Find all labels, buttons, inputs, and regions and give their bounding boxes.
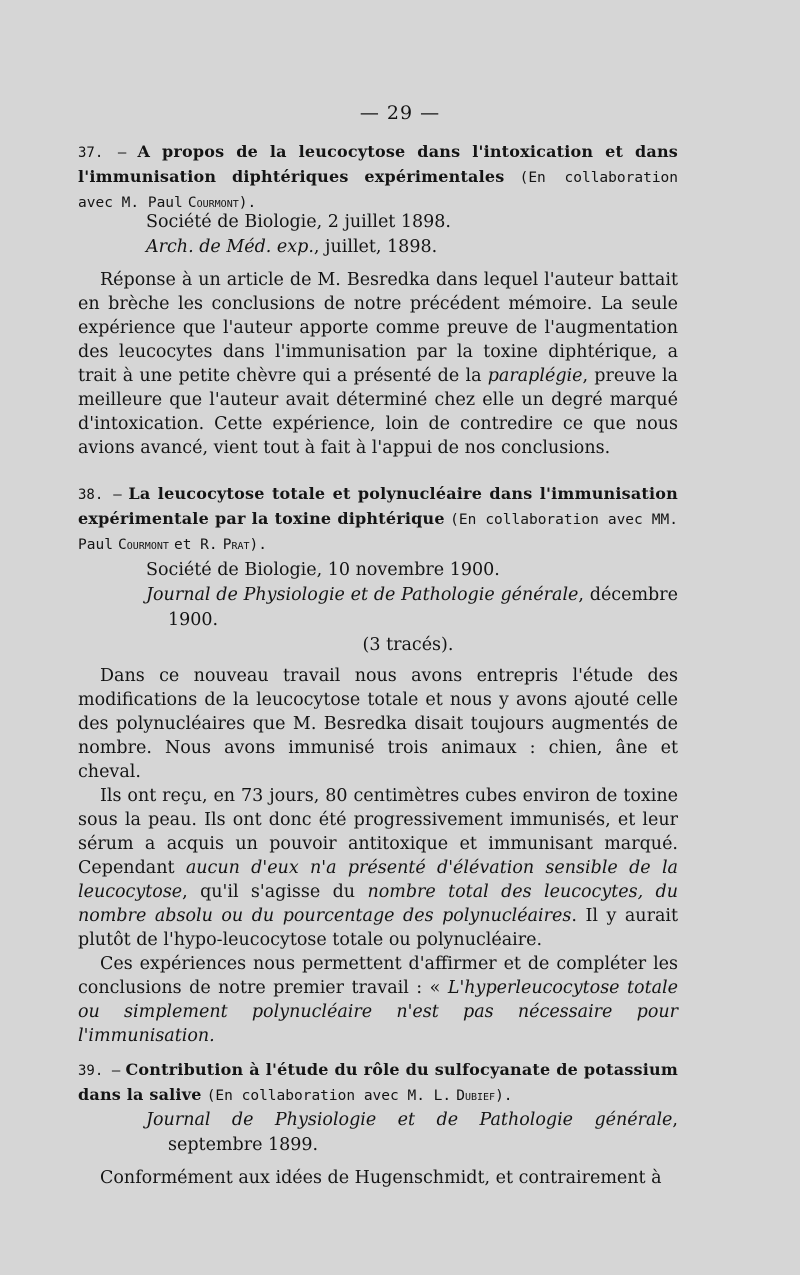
entry-38-paragraph-3 [78, 952, 678, 1048]
entry-39-heading [78, 1058, 678, 1108]
entry-38-collab-end: ). [249, 537, 267, 553]
entry-38-ref-3: (3 tracés). [362, 635, 454, 655]
entry-38-paragraph-2 [78, 784, 678, 952]
entry-38-p2-a: Ils ont reçu, en 73 jours, 80 centimètres cubes environ de toxine sous la peau. Ils ont donc été progressivement immunisés, et leur sérum a acquis un pouvoir antitoxique et immunisant marqué. Cependant [78, 786, 678, 878]
entry-38-p2-italic-2: nombre total des leucocytes, du nombre absolu ou du pourcentage des polynucléaires [78, 882, 678, 926]
entry-37-title: A propos de la leucocytose dans l'intoxication et dans l'immunisation diphtériques expérimentales [78, 142, 678, 186]
entry-37-collab-name: Courmont [187, 195, 239, 211]
entry-38-ref-2-date: , décembre 1900. [168, 585, 678, 630]
entry-37-ref-2-journal: Arch. de Méd. exp. [146, 237, 314, 257]
entry-37-ref-2 [78, 235, 678, 260]
entry-39-ref [78, 1108, 678, 1158]
entry-38-collab-mid: et R. [173, 537, 218, 553]
page-number: — 29 — [359, 102, 441, 124]
entry-37-summary-a: Réponse à un article de M. Besredka dans lequel l'auteur battait en brèche les conclusions de notre précédent mémoire. La seule expérience que l'auteur apporte comme preuve de l'augmentation des leucocytes dans l'immunisation par la toxine diphtérique, a trait à une petite chèvre qui a présenté de la [78, 270, 678, 386]
entry-38-ref-1: Société de Biologie, 10 novembre 1900. [146, 560, 500, 580]
entry-38-body [78, 664, 678, 1048]
entry-38-p2-italic-1: aucun d'eux n'a présenté d'élévation sensible de la leucocytose [78, 858, 678, 902]
entry-39-number: 39. — [78, 1063, 121, 1079]
entry-39-ref-journal: Journal de Physiologie et de Pathologie générale [146, 1110, 673, 1130]
entry-39-title: Contribution à l'étude du rôle du sulfocyanate de potassium dans la salive [78, 1060, 678, 1104]
entry-39-collab-end: ). [495, 1088, 513, 1104]
entry-37-number: 37. — [78, 145, 127, 161]
entry-38-heading [78, 482, 678, 557]
entry-39-collab-name: Dubief [456, 1088, 496, 1104]
entry-39-references [78, 1108, 678, 1158]
entry-38-p2-b: , qu'il s'agisse du [182, 882, 356, 902]
entry-37-summary-b: , preuve la meilleure que l'auteur avait déterminé chez elle un degré marqué d'intoxication. Cette expérience, loin de contredire ce que nous avions avancé, vient tout à fait à l'appui de nos conclusions. [78, 366, 678, 458]
entry-38-number: 38. — [78, 487, 122, 503]
entry-38-paragraph-1: Dans ce nouveau travail nous avons entrepris l'étude des modifications de la leucocytose totale et nous y avons ajouté celle des polynucléaires que M. Besredka disait toujours augmentés de nombre. Nous avons immunisé trois animaux : chien, âne et cheval. [78, 666, 678, 782]
entry-39-collab: (En collaboration avec M. L. [206, 1088, 452, 1104]
entry-37-summary-italic: paraplégie [487, 366, 583, 386]
entry-38-collab-name-2: Prat [222, 537, 250, 553]
entry-38-p3-a: Ces expériences nous permettent d'affirmer et de compléter les conclusions de notre premier travail : « [78, 954, 678, 998]
entry-37-heading [78, 140, 678, 215]
entry-38-p2-c: . Il y aurait plutôt de l'hypo-leucocytose totale ou polynucléaire. [78, 906, 679, 950]
entry-39-ref-date: , septembre 1899. [168, 1110, 678, 1155]
entry-38-collab: (En collaboration avec MM. Paul [78, 512, 678, 553]
entry-37-ref-2-date: , juillet, 1898. [313, 237, 438, 257]
entry-37-collab: (En collaboration avec M. Paul [78, 170, 679, 211]
entry-39-body [78, 1166, 678, 1190]
entry-38-ref-2-journal: Journal de Physiologie et de Pathologie générale [146, 585, 579, 605]
entry-38-collab-name-1: Courmont [118, 537, 169, 553]
entry-37-ref-1: Société de Biologie, 2 juillet 1898. [146, 212, 451, 232]
entry-39-paragraph-1: Conformément aux idées de Hugenschmidt, et contrairement à [100, 1168, 662, 1188]
entry-38-title: La leucocytose totale et polynucléaire dans l'immunisation expérimentale par la toxine diphtérique [78, 484, 678, 528]
entry-37-summary-text [78, 268, 678, 460]
entry-37-collab-end: ). [238, 195, 257, 211]
entry-38-p3-italic: L'hyperleucocytose totale ou simplement polynucléaire n'est pas nécessaire pour l'immunisation. [78, 978, 678, 1046]
entry-37-summary [78, 268, 678, 460]
entry-37-references [78, 210, 678, 260]
entry-38-references [78, 558, 678, 658]
entry-38-ref-2 [78, 583, 678, 633]
